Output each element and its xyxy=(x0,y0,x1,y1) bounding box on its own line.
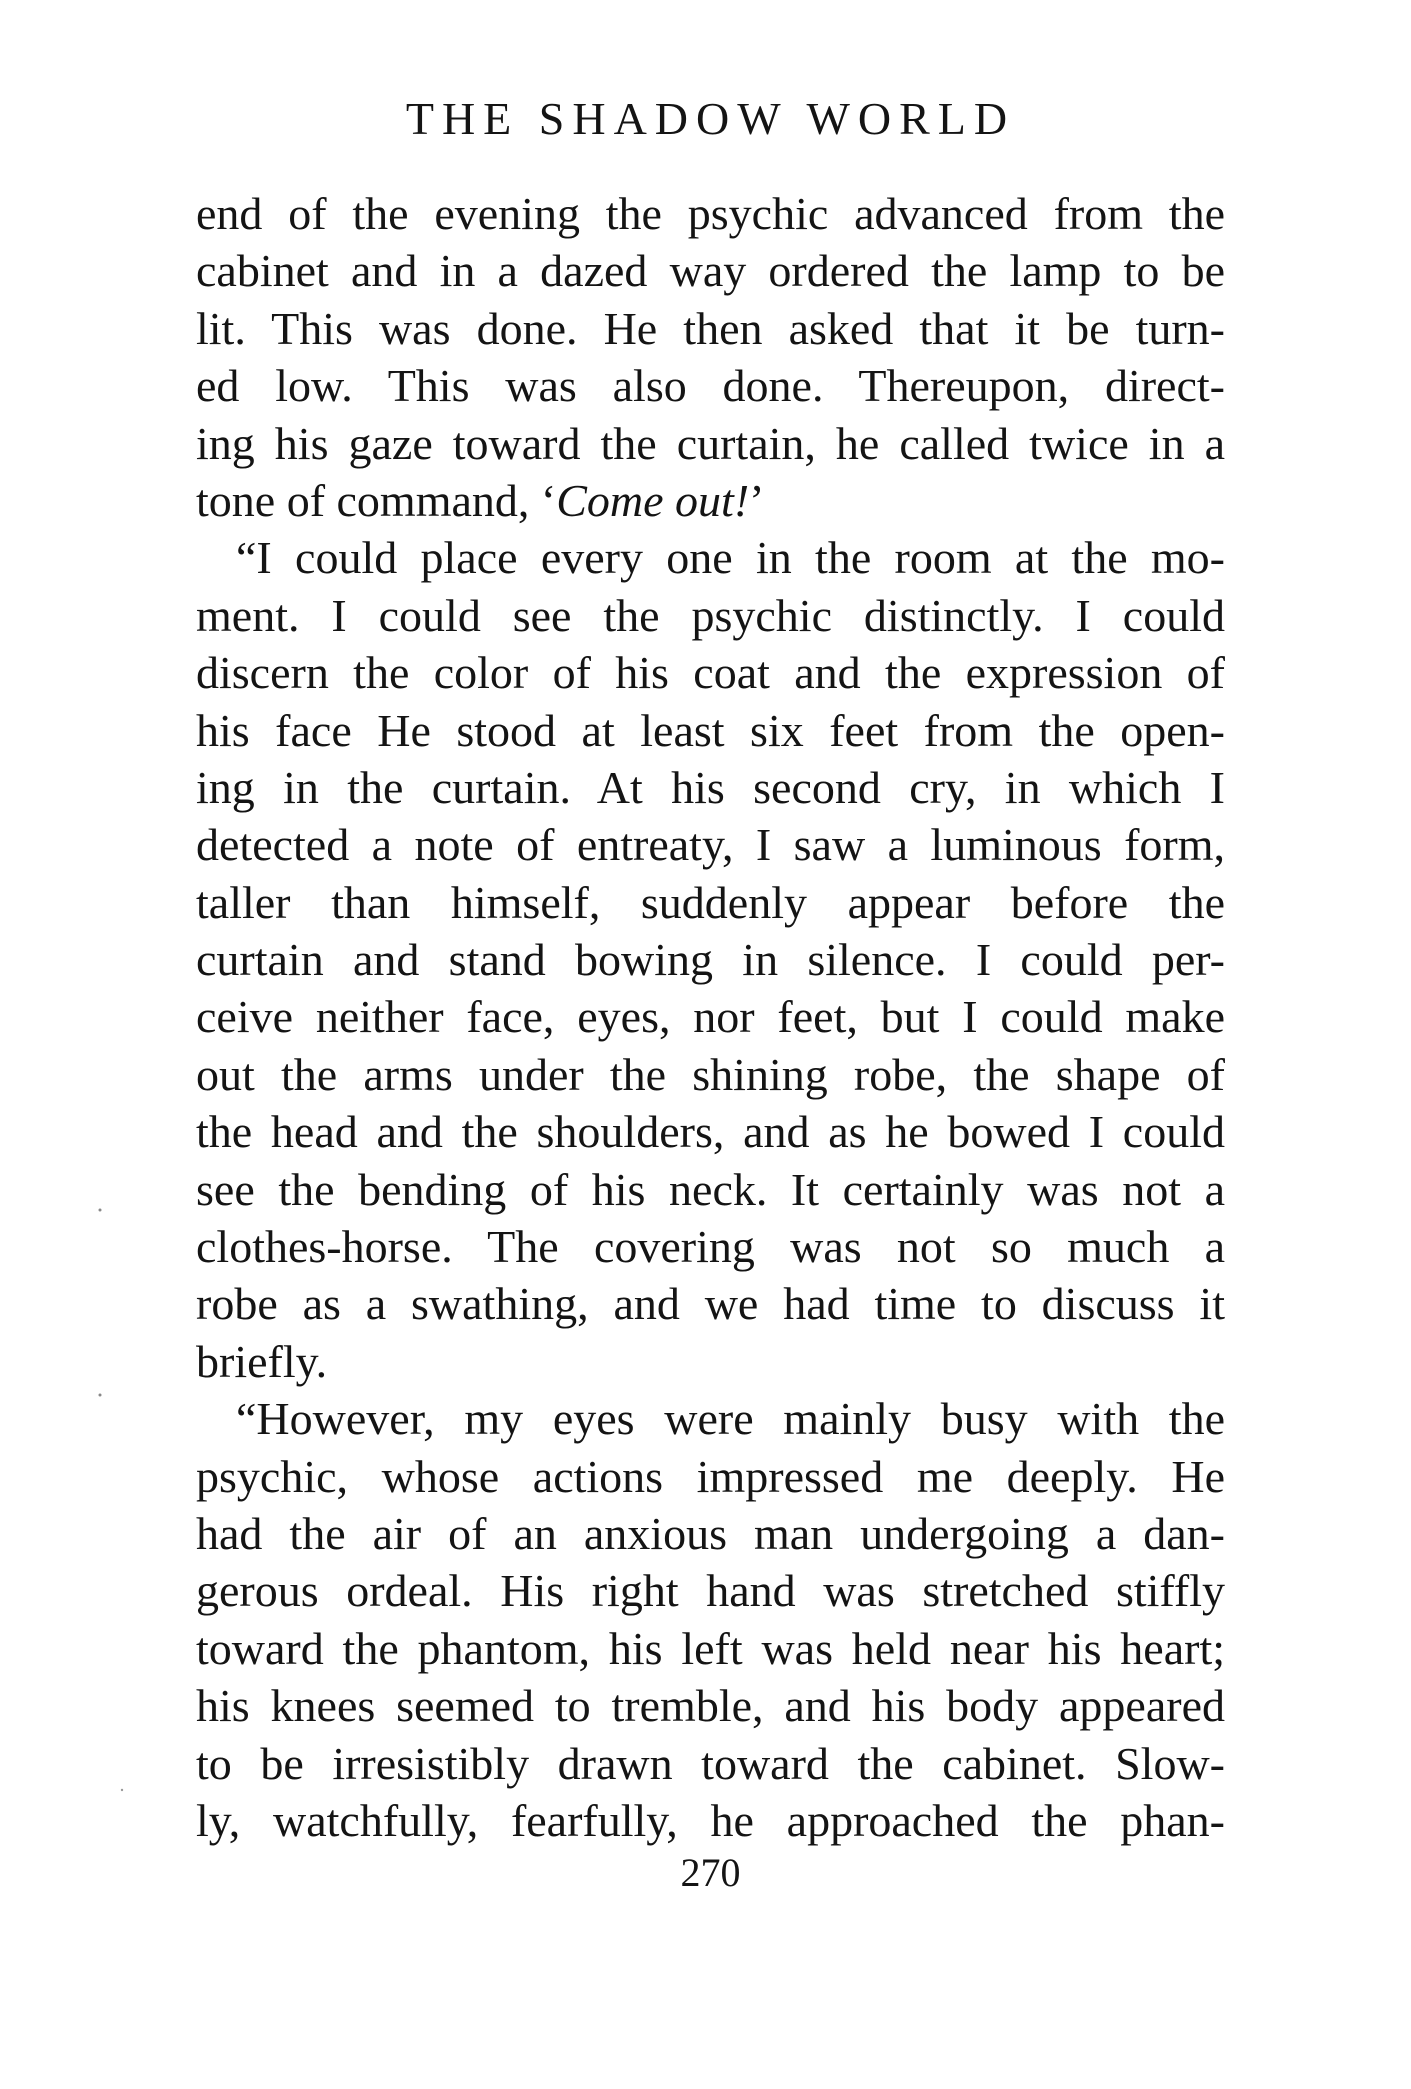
text-line: cabinet and in a dazed way ordered the lamp to be xyxy=(196,245,1225,297)
text-line: gerous ordeal. His right hand was stretched stiffly xyxy=(196,1565,1225,1617)
text-line: ly, watchfully, fearfully, he approached the phan- xyxy=(196,1794,1225,1846)
text-line: ment. I could see the psychic distinctly. I could xyxy=(196,589,1225,641)
running-head: THE SHADOW WORLD xyxy=(405,93,1016,144)
text-line: briefly. xyxy=(196,1335,328,1387)
text-line: see the bending of his neck. It certainly was not a xyxy=(196,1163,1225,1215)
text-line: his knees seemed to tremble, and his body appeared xyxy=(196,1680,1225,1732)
text-line: to be irresistibly drawn toward the cabinet. Slow- xyxy=(196,1737,1225,1789)
emphasis: Come out! xyxy=(556,474,750,526)
text-line: psychic, whose actions impressed me deeply. He xyxy=(196,1450,1225,1502)
text-line: the head and the shoulders, and as he bowed I could xyxy=(196,1106,1225,1158)
text-line: ceive neither face, eyes, nor feet, but I could make xyxy=(196,991,1225,1043)
text-line: discern the color of his coat and the expression of xyxy=(196,647,1225,699)
text-line: end of the evening the psychic advanced from the xyxy=(196,188,1225,239)
text-line: “I could place every one in the room at the mo- xyxy=(236,532,1225,584)
text-line: robe as a swathing, and we had time to discuss it xyxy=(196,1278,1225,1330)
text-line: out the arms under the shining robe, the shape of xyxy=(196,1048,1225,1100)
text-line: “However, my eyes were mainly busy with the xyxy=(236,1393,1225,1445)
text-line: lit. This was done. He then asked that it be turn- xyxy=(196,302,1225,354)
text-line: ing in the curtain. At his second cry, in which I xyxy=(196,761,1225,813)
text-line: had the air of an anxious man undergoing a dan- xyxy=(196,1507,1225,1559)
text-line: ed low. This was also done. Thereupon, direct- xyxy=(196,360,1225,412)
text-line: clothes-horse. The covering was not so much a xyxy=(196,1221,1225,1273)
text-line: ing his gaze toward the curtain, he called twice in a xyxy=(196,417,1225,469)
text-line: toward the phantom, his left was held near his heart; xyxy=(196,1622,1225,1674)
text-line: tone of command, ‘Come out!’ xyxy=(196,474,765,526)
text-line: detected a note of entreaty, I saw a luminous form, xyxy=(196,819,1225,871)
text-line: his face He stood at least six feet from the open- xyxy=(196,704,1225,756)
text-line: curtain and stand bowing in silence. I could per- xyxy=(196,934,1225,986)
page-number: 270 xyxy=(680,1850,741,1895)
text-line: taller than himself, suddenly appear before the xyxy=(196,876,1225,928)
